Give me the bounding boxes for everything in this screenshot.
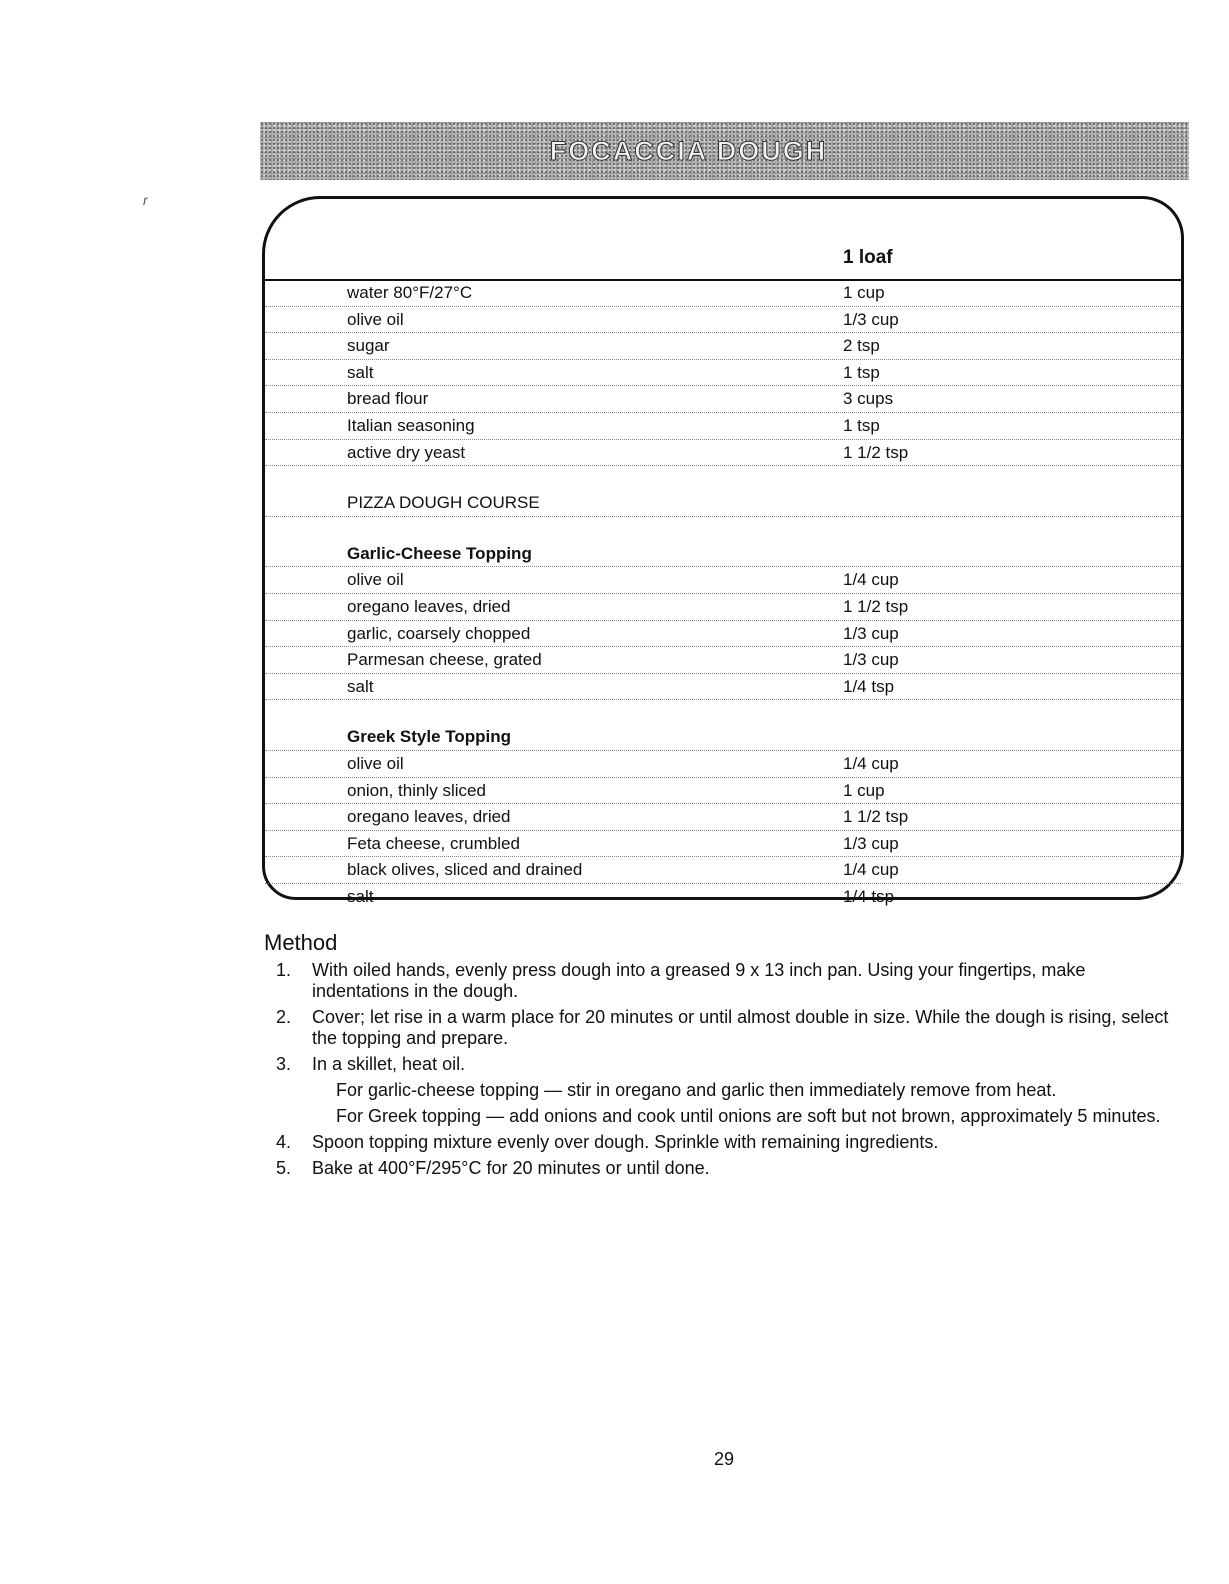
ingredient-name: olive oil: [347, 309, 404, 329]
step-number: 1.: [276, 960, 292, 980]
method-step: [268, 960, 1180, 1002]
table-row: [265, 280, 1181, 307]
ingredient-name: salt: [347, 362, 374, 382]
column-header-1-loaf: 1 loaf: [843, 247, 893, 268]
margin-mark: r: [143, 192, 148, 208]
ingredient-name: onion, thinly sliced: [347, 780, 486, 800]
ingredient-name: olive oil: [347, 570, 404, 590]
table-row: [265, 307, 1181, 334]
step-number: 3.: [276, 1054, 292, 1074]
step-text: In a skillet, heat oil.: [312, 1054, 466, 1074]
ingredient-amount: 2 tsp: [843, 336, 880, 356]
ingredient-name: Parmesan cheese, grated: [347, 650, 542, 670]
ingredient-name: sugar: [347, 336, 390, 356]
ingredient-name: oregano leaves, dried: [347, 807, 511, 827]
table-row: [265, 360, 1181, 387]
table-row: [265, 804, 1181, 831]
step-sub-greek: For Greek topping — add onions and cook until onions are soft but not brown, approximately 5 minutes.: [336, 1106, 1161, 1126]
table-row: [265, 674, 1181, 701]
table-row: [265, 413, 1181, 440]
ingredient-amount: 1 cup: [843, 780, 885, 800]
table-row: [265, 567, 1181, 594]
ingredient-amount: 1/4 cup: [843, 753, 899, 773]
recipe-title-banner: [260, 122, 1189, 180]
ingredient-amount: 1/3 cup: [843, 623, 899, 643]
method-steps: [268, 960, 1180, 1184]
method-heading: Method: [264, 930, 338, 955]
ingredient-amount: 1 tsp: [843, 362, 880, 382]
method-step: [268, 1158, 1180, 1179]
table-row: [265, 440, 1181, 467]
ingredient-amount: 1/3 cup: [843, 833, 899, 853]
recipe-title: FOCACCIA DOUGH: [549, 135, 828, 166]
ingredient-name: salt: [347, 886, 374, 906]
ingredient-name: water 80°F/27°C: [347, 283, 473, 302]
ingredient-amount: 1/4 cup: [843, 860, 899, 880]
ingredient-name: black olives, sliced and drained: [347, 860, 583, 880]
spacer: [265, 517, 1181, 541]
ingredient-amount: 1 1/2 tsp: [843, 807, 909, 827]
table-row: [265, 857, 1181, 884]
table-row: [265, 594, 1181, 621]
ingredient-name: bread flour: [347, 389, 429, 409]
step-number: 2.: [276, 1007, 292, 1027]
table-header: [265, 199, 1181, 281]
table-row: [265, 647, 1181, 674]
method-step: [268, 1054, 1180, 1127]
page-number: 29: [714, 1449, 735, 1469]
table-row: [265, 333, 1181, 360]
garlic-topping-heading: Garlic-Cheese Topping: [347, 543, 532, 563]
greek-topping-heading: Greek Style Topping: [347, 727, 512, 747]
table-row: [265, 621, 1181, 648]
table-row: [265, 778, 1181, 805]
method-step: [268, 1007, 1180, 1049]
step-text: Bake at 400°F/295°C for 20 minutes or until done.: [312, 1158, 710, 1178]
step-sub-garlic: For garlic-cheese topping — stir in oregano and garlic then immediately remove from heat.: [336, 1080, 1057, 1100]
ingredient-amount: 1 tsp: [843, 415, 880, 435]
step-text: Spoon topping mixture evenly over dough. Sprinkle with remaining ingredients.: [312, 1132, 939, 1152]
ingredient-amount: 1/4 tsp: [843, 676, 895, 696]
table-row: [265, 751, 1181, 778]
ingredient-name: olive oil: [347, 753, 404, 773]
greek-topping-heading-row: [265, 724, 1181, 751]
table-row: [265, 386, 1181, 413]
ingredient-amount: 1 cup: [843, 283, 885, 302]
ingredient-name: salt: [347, 676, 374, 696]
spacer: [265, 700, 1181, 724]
step-number: 4.: [276, 1132, 292, 1152]
ingredient-name: garlic, coarsely chopped: [347, 623, 531, 643]
ingredient-name: oregano leaves, dried: [347, 596, 511, 616]
ingredients-table: [262, 196, 1184, 906]
ingredient-name: Italian seasoning: [347, 415, 475, 435]
ingredient-amount: 1 1/2 tsp: [843, 596, 909, 616]
ingredient-name: active dry yeast: [347, 442, 466, 462]
ingredient-amount: 1/4 cup: [843, 570, 899, 590]
step-number: 5.: [276, 1158, 292, 1178]
step-text: Cover; let rise in a warm place for 20 minutes or until almost double in size. While the dough is rising, select the topping and prepare.: [312, 1007, 1169, 1048]
ingredient-name: Feta cheese, crumbled: [347, 833, 520, 853]
ingredient-amount: 1 1/2 tsp: [843, 442, 909, 462]
course-row: [265, 490, 1181, 517]
table-row: [265, 884, 1181, 910]
ingredient-amount: 1/3 cup: [843, 309, 899, 329]
garlic-topping-heading-row: [265, 541, 1181, 568]
step-text: With oiled hands, evenly press dough into a greased 9 x 13 inch pan. Using your fingertips, make indentations in the dough.: [312, 960, 1086, 1001]
table-row: [265, 831, 1181, 858]
ingredient-amount: 1/4 tsp: [843, 886, 895, 906]
ingredient-rows: [265, 280, 1181, 909]
course-label: PIZZA DOUGH COURSE: [347, 493, 540, 513]
spacer: [265, 466, 1181, 490]
ingredient-amount: 1/3 cup: [843, 650, 899, 670]
ingredient-amount: 3 cups: [843, 389, 894, 409]
method-step: [268, 1132, 1180, 1153]
